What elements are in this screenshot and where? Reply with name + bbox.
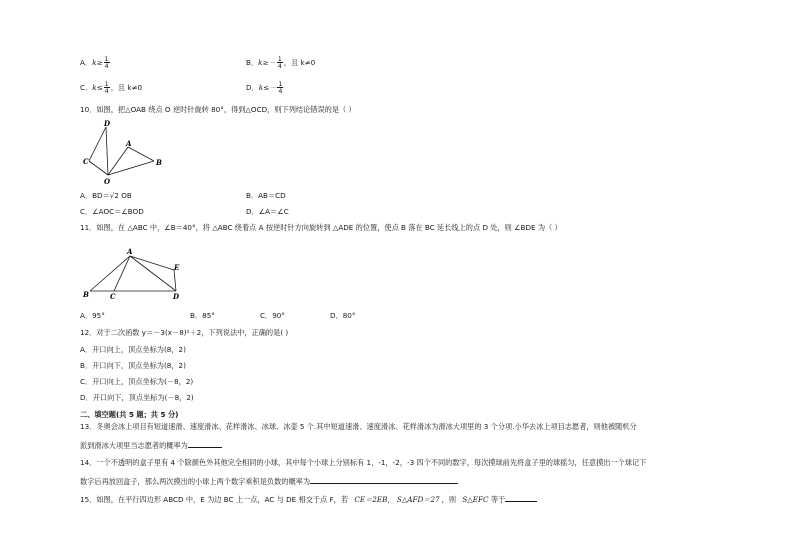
q9-option-b-expr: k≥－: [258, 57, 276, 67]
q13-answer-blank[interactable]: [188, 440, 222, 448]
q11-option-b: B．85°: [190, 311, 215, 320]
label-o: O: [104, 177, 111, 186]
fraction-numerator: 1: [278, 80, 283, 88]
q9-option-b: [246, 56, 315, 70]
q10-stem: 10．如图，把△OAB 绕点 O 逆时针旋转 80°，得到△OCD，则下列结论错误的是（ ）: [80, 105, 356, 114]
q12-option-c: C．开口向上，顶点坐标为(－8，2): [80, 377, 194, 386]
fraction-denominator: 4: [278, 87, 283, 96]
q14-line-1: 14．一个不透明的盒子里有 4 个除颜色外其他完全相同的小球，其中每个小球上分别标有 1，-1，-2，-3 四个不同的数字，每次摸球前先将盒子里的球摇匀，任意摸出一个球记下: [80, 458, 647, 467]
q11-option-a: A．95°: [80, 311, 105, 320]
q10-option-a: A．BD＝√2 OB: [80, 191, 132, 200]
q10-option-c: C．∠AOC＝∠BOD: [80, 207, 144, 216]
q15-mid: ，则: [441, 495, 457, 504]
label-c: C: [83, 157, 89, 166]
fraction-numerator: 1: [104, 55, 109, 63]
fraction-numerator: 1: [104, 80, 109, 88]
q14-answer-blank[interactable]: [310, 476, 458, 484]
segment-ed: [174, 270, 176, 291]
segment-ae: [130, 256, 174, 270]
q12-option-b: B．开口向下，顶点坐标为(8，2): [80, 361, 186, 370]
fraction-denominator: 4: [104, 62, 109, 71]
q9-option-a-expr: k≥: [92, 57, 103, 67]
label-b: B: [83, 290, 89, 299]
fraction-denominator: 4: [277, 62, 282, 71]
label-a: A: [126, 139, 132, 148]
section-fill-in-title: 二、填空题(共 5 题；共 5 分): [80, 410, 179, 419]
q12-option-a: A．开口向上，顶点坐标为(8，2): [80, 345, 186, 354]
segment-od: [106, 127, 108, 175]
q9-option-c-tail: ，且 k≠0: [110, 82, 143, 92]
q13-line-1: 13．冬奥会冰上项目有短道速滑、速度滑冰、花样滑冰、冰球、冰壶 5 个.其中短道速滑、速度滑冰、花样滑冰为滑冰大项里的 3 个分项.小华去冰上项目志愿者，则他被随机分: [80, 422, 637, 431]
segment-ab: [128, 147, 154, 161]
q9-option-a-letter: A．: [80, 57, 93, 67]
q9-option-b-letter: B．: [246, 57, 259, 67]
q10-option-b: B．AB＝CD: [246, 191, 286, 200]
segment-ad: [130, 256, 176, 291]
q11-option-d: D．80°: [330, 311, 356, 320]
q9-option-d-letter: D．: [246, 82, 259, 92]
q10-figure-rotation-diagram: [76, 117, 176, 187]
q12-stem: 12．对于二次函数 y＝－3(x－8)²＋2，下列说法中，正确的是( ): [80, 328, 289, 337]
q13-line-2-text: 派到滑冰大项里当志愿者的概率为: [80, 441, 188, 450]
q15-stem: 15．如图，在平行四边形 ABCD 中，E 为边 BC 上一点，AC 与 DE 相交于点 F，若: [80, 495, 349, 504]
segment-ab: [90, 256, 130, 291]
q15-condition-area-afd: S△AFD＝27: [396, 495, 440, 504]
q9-option-d-fraction: [277, 81, 283, 95]
q10-option-d: D．∠A＝∠C: [246, 207, 289, 216]
q15-answer-blank[interactable]: [505, 494, 537, 502]
fraction-numerator: 1: [277, 55, 282, 63]
label-d: D: [173, 292, 180, 301]
q15-end: 等于: [490, 495, 506, 504]
q9-option-c-expr: k≤: [92, 82, 103, 92]
q15-target-area-efc: S△EFC: [462, 495, 489, 504]
q9-option-c-letter: C．: [80, 82, 93, 92]
q9-option-a-fraction: [104, 56, 110, 70]
q11-stem: 11．如图，在 △ABC 中，∠B＝40°，将 △ABC 绕着点 A 按逆时针方向旋转到 △ADE 的位置，使点 B 落在 BC 延长线上的点 D 处，则 ∠BDE 为（ ）: [80, 223, 562, 232]
label-b: B: [156, 158, 162, 167]
q9-option-b-fraction: [277, 56, 283, 70]
q9-option-c-fraction: [104, 81, 110, 95]
q9-option-c: [80, 81, 142, 95]
segment-ac: [114, 256, 130, 291]
q13-line-2: [80, 440, 222, 451]
q14-line-2: [80, 476, 458, 487]
q14-line-2-text: 数字后再放回盒子，那么两次摸出的小球上两个数字乘积是负数的概率为: [80, 477, 311, 486]
label-d: D: [104, 119, 111, 128]
q9-option-d-expr: k≤－: [258, 82, 277, 92]
q9-option-a: [80, 56, 111, 70]
label-e: E: [174, 263, 180, 272]
q11-option-c: C．90°: [260, 311, 285, 320]
q15-line: [80, 494, 537, 505]
q9-option-b-tail: ，且 k≠0: [283, 57, 316, 67]
segment-dc: [89, 127, 106, 161]
label-a: A: [127, 247, 133, 256]
q15-separator: ，: [387, 495, 395, 504]
segment-ob: [108, 161, 154, 175]
segment-co: [89, 161, 108, 175]
q11-figure-triangle-rotation: [82, 244, 192, 304]
q9-option-d: [246, 81, 284, 95]
q12-option-d: D．开口向下，顶点坐标为(－8，2): [80, 393, 194, 402]
label-c: C: [110, 292, 116, 301]
segment-oa: [108, 147, 128, 175]
q15-condition-ce: CE＝2EB: [354, 495, 388, 504]
fraction-denominator: 4: [104, 87, 109, 96]
